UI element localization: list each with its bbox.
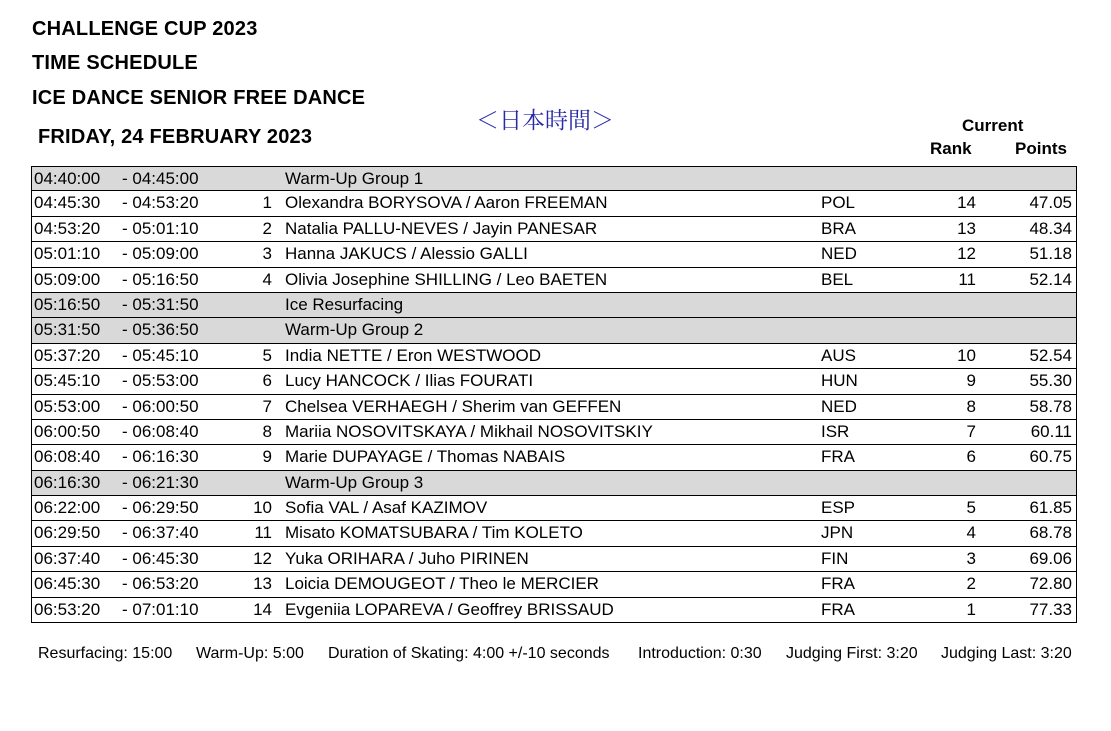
start-time: 06:45:30 — [34, 574, 101, 594]
skaters-name: India NETTE / Eron WESTWOOD — [285, 345, 541, 365]
starting-number: 5 — [262, 345, 272, 365]
starting-number: 10 — [253, 498, 272, 518]
current-rank: 14 — [957, 193, 976, 213]
skaters-name: Warm-Up Group 1 — [285, 169, 424, 188]
current-rank: 7 — [966, 421, 976, 441]
end-time: - 05:36:50 — [122, 320, 199, 340]
current-points: 52.54 — [1029, 345, 1072, 365]
nation: HUN — [821, 371, 858, 391]
skaters-name: Yuka ORIHARA / Juho PIRINEN — [285, 548, 529, 568]
starting-number: 12 — [253, 548, 272, 568]
current-points: 60.11 — [1030, 421, 1072, 441]
starting-number: 4 — [262, 269, 272, 289]
current-points: 60.75 — [1029, 447, 1072, 467]
schedule-row — [31, 217, 1077, 242]
footer-judging-first: Judging First: 3:20 — [786, 645, 918, 662]
start-time: 06:29:50 — [34, 523, 101, 543]
schedule-row — [31, 572, 1077, 597]
nation: FRA — [821, 574, 855, 594]
start-time: 05:53:00 — [34, 396, 101, 416]
schedule-row — [31, 191, 1077, 216]
schedule-row — [31, 242, 1077, 267]
nation: FRA — [821, 447, 855, 467]
skaters-name: Natalia PALLU-NEVES / Jayin PANESAR — [285, 218, 598, 238]
start-time: 05:16:50 — [34, 294, 101, 314]
skaters-name: Mariia NOSOVITSKAYA / Mikhail NOSOVITSKIY — [285, 421, 653, 441]
end-time: - 06:08:40 — [122, 421, 199, 441]
current-rank: 12 — [957, 244, 976, 264]
schedule-break-row — [31, 166, 1077, 191]
nation: POL — [821, 193, 856, 213]
event-date: FRIDAY, 24 FEBRUARY 2023 — [38, 126, 313, 148]
footer-judging-last: Judging Last: 3:20 — [941, 645, 1072, 662]
starting-number: 9 — [262, 447, 272, 467]
skaters-name: Ice Resurfacing — [285, 294, 404, 314]
start-time: 05:31:50 — [34, 320, 101, 340]
current-rank: 6 — [966, 447, 976, 467]
start-time: 05:45:10 — [34, 371, 101, 391]
end-time: - 04:45:00 — [122, 169, 199, 188]
skaters-name: Hanna JAKUCS / Alessio GALLI — [285, 244, 528, 264]
end-time: - 06:29:50 — [122, 498, 199, 518]
end-time: - 04:53:20 — [122, 193, 199, 213]
starting-number: 6 — [262, 371, 272, 391]
nation: NED — [821, 396, 857, 416]
end-time: - 06:16:30 — [122, 447, 199, 467]
schedule-title: TIME SCHEDULE — [32, 52, 198, 74]
current-points: 69.06 — [1029, 548, 1072, 568]
footer-resurfacing: Resurfacing: 15:00 — [38, 645, 173, 662]
schedule-table — [31, 166, 1077, 623]
starting-number: 3 — [262, 244, 272, 264]
nation: BRA — [821, 218, 856, 238]
schedule-row — [31, 598, 1077, 623]
current-rank: 9 — [966, 371, 976, 391]
end-time: - 06:00:50 — [122, 396, 199, 416]
skaters-name: Olexandra BORYSOVA / Aaron FREEMAN — [285, 193, 608, 213]
end-time: - 06:37:40 — [122, 523, 199, 543]
segment-title: ICE DANCE SENIOR FREE DANCE — [32, 87, 366, 109]
skaters-name: Lucy HANCOCK / Ilias FOURATI — [285, 371, 534, 391]
starting-number: 1 — [262, 193, 272, 213]
start-time: 04:45:30 — [34, 193, 101, 213]
nation: FIN — [821, 548, 849, 568]
starting-number: 8 — [262, 421, 272, 441]
starting-number: 2 — [262, 218, 272, 238]
current-points: 47.05 — [1029, 193, 1072, 213]
event-title: CHALLENGE CUP 2023 — [32, 18, 258, 40]
local-time-note: ＜日本時間＞ — [476, 108, 614, 134]
skaters-name: Misato KOMATSUBARA / Tim KOLETO — [285, 523, 583, 543]
nation: JPN — [821, 523, 854, 543]
current-points: 72.80 — [1029, 574, 1072, 594]
footer-duration: Duration of Skating: 4:00 +/-10 seconds — [328, 645, 610, 662]
skaters-name: Olivia Josephine SHILLING / Leo BAETEN — [285, 269, 608, 289]
start-time: 06:08:40 — [34, 447, 101, 467]
end-time: - 05:16:50 — [122, 269, 199, 289]
end-time: - 06:45:30 — [122, 548, 199, 568]
rank-column-header: Rank — [930, 139, 972, 158]
schedule-row — [31, 445, 1077, 470]
starting-number: 7 — [262, 396, 272, 416]
current-points: 48.34 — [1029, 218, 1072, 238]
current-column-header: Current — [962, 116, 1024, 135]
schedule-row — [31, 420, 1077, 445]
current-points: 61.85 — [1029, 498, 1072, 518]
skaters-name: Evgeniia LOPAREVA / Geoffrey BRISSAUD — [285, 599, 614, 619]
schedule-row — [31, 369, 1077, 394]
nation: ESP — [821, 498, 856, 518]
footer-introduction: Introduction: 0:30 — [638, 645, 762, 662]
schedule-break-row — [31, 471, 1077, 496]
current-rank: 10 — [957, 345, 976, 365]
start-time: 06:22:00 — [34, 498, 101, 518]
nation: BEL — [821, 269, 854, 289]
schedule-row — [31, 496, 1077, 521]
nation: ISR — [821, 421, 850, 441]
starting-number: 14 — [253, 599, 272, 619]
start-time: 06:53:20 — [34, 599, 101, 619]
start-time: 06:37:40 — [34, 548, 101, 568]
current-points: 55.30 — [1029, 371, 1072, 391]
skaters-name: Sofia VAL / Asaf KAZIMOV — [285, 498, 488, 518]
schedule-row — [31, 268, 1077, 293]
current-rank: 3 — [966, 548, 976, 568]
end-time: - 05:31:50 — [122, 294, 199, 314]
skaters-name: Marie DUPAYAGE / Thomas NABAIS — [285, 447, 566, 467]
starting-number: 13 — [253, 574, 272, 594]
start-time: 04:40:00 — [34, 169, 101, 188]
end-time: - 07:01:10 — [122, 599, 199, 619]
start-time: 05:09:00 — [34, 269, 101, 289]
starting-number: 11 — [254, 523, 272, 543]
start-time: 05:37:20 — [34, 345, 101, 365]
start-time: 06:00:50 — [34, 421, 101, 441]
current-points: 68.78 — [1029, 523, 1072, 543]
end-time: - 05:53:00 — [122, 371, 199, 391]
footer-warmup: Warm-Up: 5:00 — [196, 645, 304, 662]
nation: FRA — [821, 599, 855, 619]
end-time: - 06:53:20 — [122, 574, 199, 594]
current-rank: 4 — [966, 523, 976, 543]
end-time: - 05:01:10 — [122, 218, 199, 238]
schedule-break-row — [31, 293, 1077, 318]
current-rank: 2 — [966, 574, 976, 594]
nation: NED — [821, 244, 857, 264]
points-column-header: Points — [1015, 139, 1067, 158]
current-rank: 8 — [966, 396, 976, 416]
current-rank: 1 — [966, 599, 976, 619]
current-points: 51.18 — [1029, 244, 1072, 264]
nation: AUS — [821, 345, 856, 365]
current-rank: 11 — [958, 269, 976, 289]
schedule-row — [31, 344, 1077, 369]
current-rank: 5 — [966, 498, 976, 518]
skaters-name: Warm-Up Group 2 — [285, 320, 424, 340]
start-time: 04:53:20 — [34, 218, 101, 238]
schedule-row — [31, 547, 1077, 572]
skaters-name: Warm-Up Group 3 — [285, 472, 424, 492]
schedule-row — [31, 521, 1077, 546]
current-points: 52.14 — [1029, 269, 1072, 289]
end-time: - 05:45:10 — [122, 345, 199, 365]
start-time: 05:01:10 — [34, 244, 101, 264]
current-points: 58.78 — [1029, 396, 1072, 416]
skaters-name: Chelsea VERHAEGH / Sherim van GEFFEN — [285, 396, 622, 416]
end-time: - 06:21:30 — [122, 472, 199, 492]
skaters-name: Loicia DEMOUGEOT / Theo le MERCIER — [285, 574, 599, 594]
current-points: 77.33 — [1029, 599, 1072, 619]
start-time: 06:16:30 — [34, 472, 101, 492]
end-time: - 05:09:00 — [122, 244, 199, 264]
schedule-break-row — [31, 318, 1077, 343]
schedule-row — [31, 395, 1077, 420]
current-rank: 13 — [957, 218, 976, 238]
